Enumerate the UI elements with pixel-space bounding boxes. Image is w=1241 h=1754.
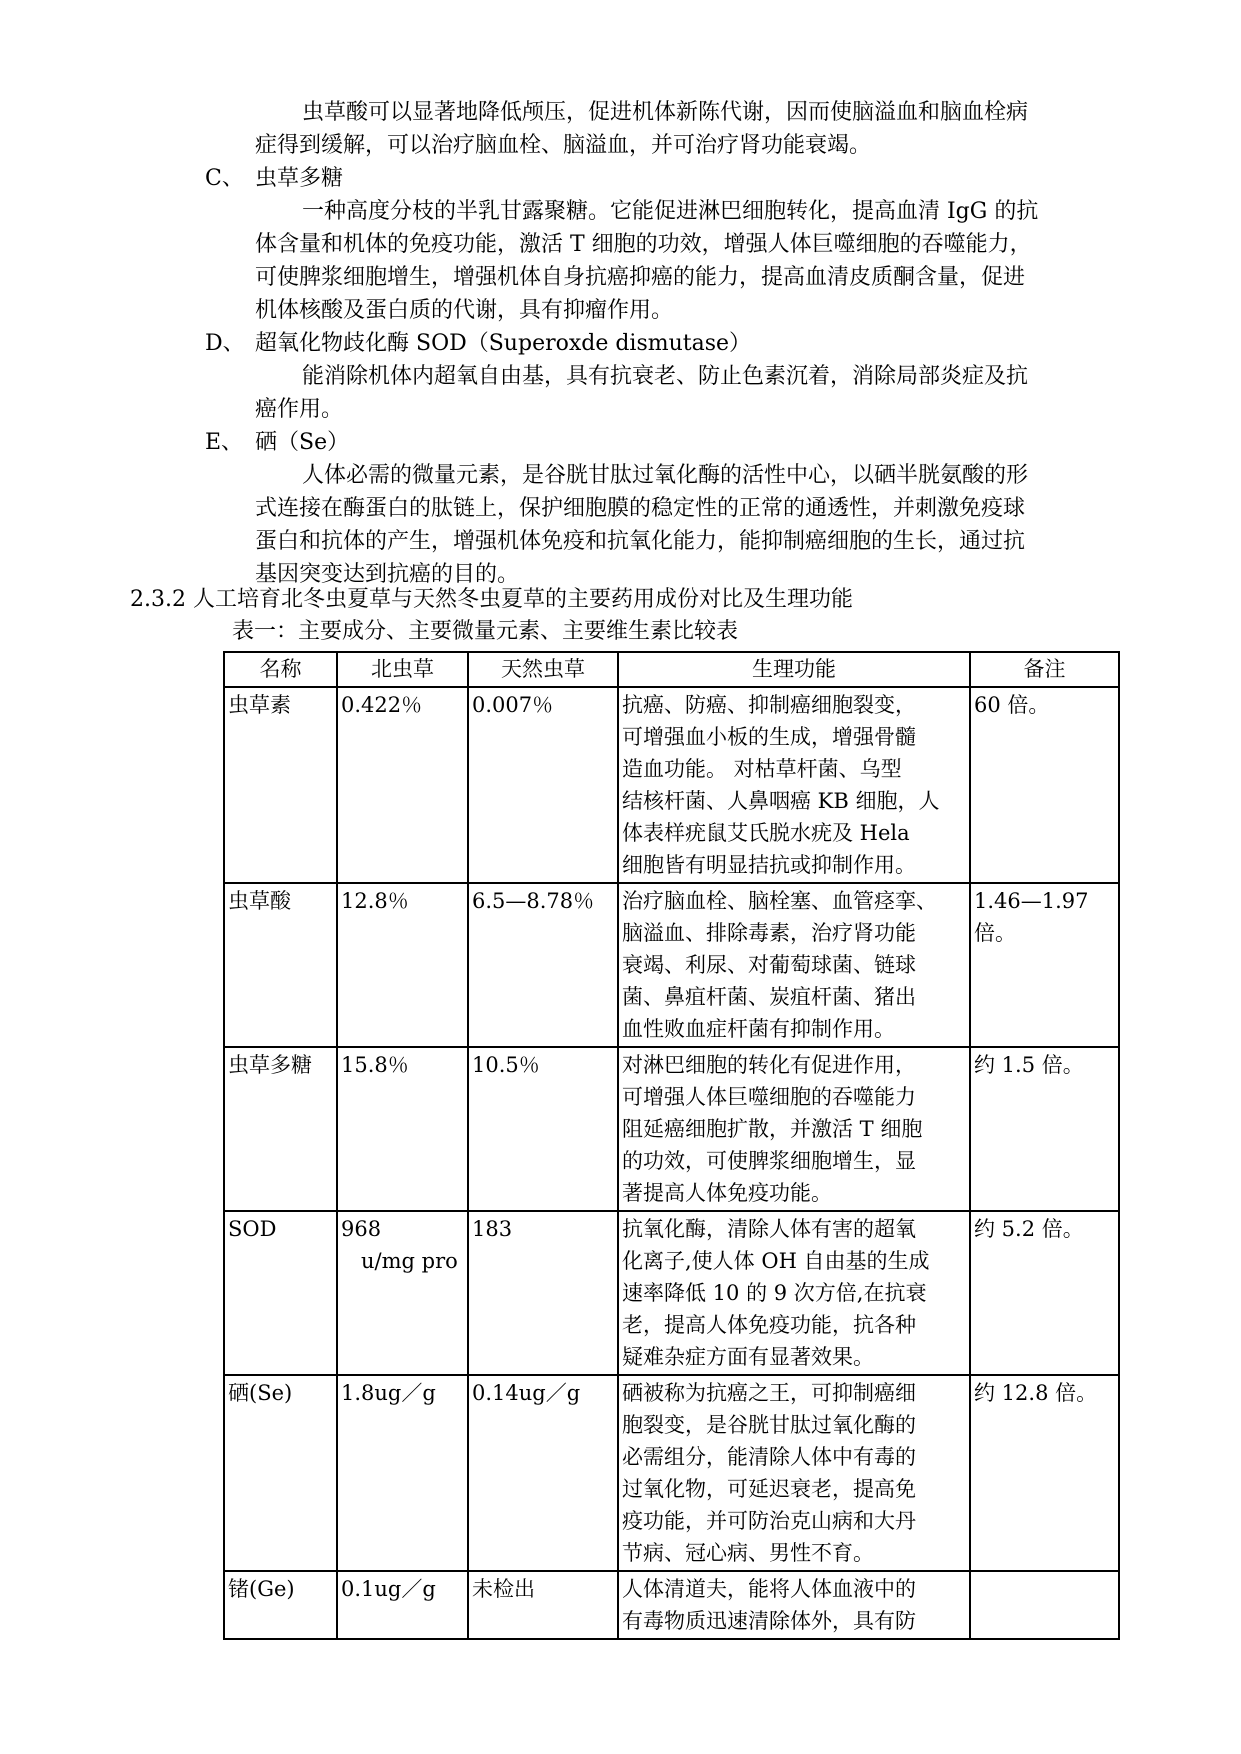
cell-bei: 12.8％	[337, 883, 468, 1047]
section-body-line: 可使脾浆细胞增生，增强机体自身抗癌抑癌的能力，提高血清皮质酮含量，促进	[255, 265, 1026, 290]
section-heading: 2.3.2 人工培育北冬虫夏草与天然冬虫夏草的主要药用成份对比及生理功能	[130, 587, 853, 612]
section-prefix: C、	[205, 166, 244, 191]
cell-name: 虫草素	[224, 687, 337, 883]
section-body-line: 一种高度分枝的半乳甘露聚糖。它能促进淋巴细胞转化，提高血清 IgG 的抗	[302, 199, 1039, 224]
cell-name: 锗(Ge)	[224, 1571, 337, 1639]
cell-name: 硒(Se)	[224, 1375, 337, 1571]
section-body-line: 人体必需的微量元素，是谷胱甘肽过氧化酶的活性中心，以硒半胱氨酸的形	[302, 463, 1029, 488]
header-note: 备注	[970, 652, 1119, 687]
func-line: 化离子,使人体 OH 自由基的生成	[622, 1249, 930, 1273]
func-line: 抗氧化酶，清除人体有害的超氧	[622, 1217, 916, 1241]
bei-value: 968	[341, 1217, 382, 1241]
section-body-line: 机体核酸及蛋白质的代谢，具有抑瘤作用。	[255, 298, 674, 323]
table-row	[224, 687, 1119, 883]
header-bei: 北虫草	[337, 652, 468, 687]
comparison-table	[223, 651, 1120, 1640]
func-line: 著提高人体免疫功能。	[622, 1181, 832, 1205]
section-body-line: 蛋白和抗体的产生，增强机体免疫和抗氧化能力，能抑制癌细胞的生长，通过抗	[255, 529, 1026, 554]
cell-note: 约 5.2 倍。	[970, 1211, 1119, 1375]
cell-note: 60 倍。	[970, 687, 1119, 883]
func-line: 对淋巴细胞的转化有促进作用，	[622, 1053, 916, 1077]
func-line: 人体清道夫，能将人体血液中的	[622, 1577, 916, 1601]
cell-tian: 0.007％	[468, 687, 618, 883]
cell-func	[618, 1211, 970, 1375]
section-prefix: D、	[205, 331, 245, 356]
table-caption: 表一：主要成分、主要微量元素、主要维生素比较表	[232, 619, 739, 644]
table-row	[224, 1375, 1119, 1571]
cell-bei: 15.8％	[337, 1047, 468, 1211]
section-title: 超氧化物歧化酶 SOD（Superoxde dismutase）	[255, 331, 752, 356]
func-line: 有毒物质迅速清除体外，具有防	[622, 1609, 916, 1633]
func-line: 结核杆菌、人鼻咽癌 KB 细胞，人	[622, 789, 940, 813]
cell-note	[970, 1571, 1119, 1639]
func-line: 菌、鼻疽杆菌、炭疽杆菌、猪出	[622, 985, 916, 1009]
cell-func	[618, 1047, 970, 1211]
func-line: 硒被称为抗癌之王，可抑制癌细	[622, 1381, 916, 1405]
header-func: 生理功能	[618, 652, 970, 687]
cell-tian: 6.5—8.78％	[468, 883, 618, 1047]
cell-tian: 183	[468, 1211, 618, 1375]
section-body-line: 式连接在酶蛋白的肽链上，保护细胞膜的稳定性的正常的通透性，并刺激免疫球	[255, 496, 1026, 521]
intro-line: 虫草酸可以显著地降低颅压，促进机体新陈代谢，因而使脑溢血和脑血栓病	[302, 100, 1029, 125]
table-row	[224, 1571, 1119, 1639]
cell-bei: 0.422％	[337, 687, 468, 883]
section-prefix: E、	[205, 430, 244, 455]
table-row	[224, 1211, 1119, 1375]
func-line: 衰竭、利尿、对葡萄球菌、链球	[622, 953, 916, 977]
table-row	[224, 1047, 1119, 1211]
func-line: 疫功能，并可防治克山病和大丹	[622, 1509, 916, 1533]
func-line: 血性败血症杆菌有抑制作用。	[622, 1017, 895, 1041]
func-line: 节病、冠心病、男性不育。	[622, 1541, 874, 1565]
section-body-line: 基因突变达到抗癌的目的。	[255, 562, 520, 587]
func-line: 治疗脑血栓、脑栓塞、血管痉挛、	[622, 889, 937, 913]
func-line: 必需组分，能清除人体中有毒的	[622, 1445, 916, 1469]
cell-bei: 0.1ug／g	[337, 1571, 468, 1639]
func-line: 脑溢血、排除毒素，治疗肾功能	[622, 921, 916, 945]
table-header-row	[224, 652, 1119, 687]
func-line: 过氧化物，可延迟衰老，提高免	[622, 1477, 916, 1501]
cell-note: 约 1.5 倍。	[970, 1047, 1119, 1211]
cell-note: 1.46—1.97 倍。	[970, 883, 1119, 1047]
cell-note: 约 12.8 倍。	[970, 1375, 1119, 1571]
func-line: 可增强人体巨噬细胞的吞噬能力	[622, 1085, 916, 1109]
cell-tian: 0.14ug／g	[468, 1375, 618, 1571]
section-title: 硒（Se）	[255, 430, 350, 455]
header-tian: 天然虫草	[468, 652, 618, 687]
func-line: 阻延癌细胞扩散，并激活 T 细胞	[622, 1117, 923, 1141]
cell-tian: 10.5％	[468, 1047, 618, 1211]
func-line: 疑难杂症方面有显著效果。	[622, 1345, 874, 1369]
cell-func	[618, 1375, 970, 1571]
func-line: 可增强血小板的生成，增强骨髓	[622, 725, 916, 749]
func-line: 抗癌、防癌、抑制癌细胞裂变，	[622, 693, 916, 717]
section-body-line: 体含量和机体的免疫功能，激活 T 细胞的功效，增强人体巨噬细胞的吞噬能力，	[255, 232, 1032, 257]
func-line: 胞裂变，是谷胱甘肽过氧化酶的	[622, 1413, 916, 1437]
func-line: 老，提高人体免疫功能，抗各种	[622, 1313, 916, 1337]
cell-bei	[337, 1211, 468, 1375]
section-body-line: 能消除机体内超氧自由基，具有抗衰老、防止色素沉着，消除局部炎症及抗	[302, 364, 1029, 389]
cell-name: SOD	[224, 1211, 337, 1375]
cell-bei: 1.8ug／g	[337, 1375, 468, 1571]
func-line: 速率降低 10 的 9 次方倍,在抗衰	[622, 1281, 927, 1305]
cell-name: 虫草多糖	[224, 1047, 337, 1211]
cell-func	[618, 883, 970, 1047]
header-name: 名称	[224, 652, 337, 687]
section-title: 虫草多糖	[255, 166, 344, 191]
cell-tian: 未检出	[468, 1571, 618, 1639]
section-body-line: 癌作用。	[255, 397, 344, 422]
func-line: 造血功能。 对枯草杆菌、乌型	[622, 757, 902, 781]
cell-name: 虫草酸	[224, 883, 337, 1047]
cell-func	[618, 1571, 970, 1639]
intro-line: 症得到缓解，可以治疗脑血栓、脑溢血，并可治疗肾功能衰竭。	[255, 133, 872, 158]
func-line: 细胞皆有明显拮抗或抑制作用。	[622, 853, 916, 877]
func-line: 的功效，可使脾浆细胞增生，显	[622, 1149, 916, 1173]
table-row	[224, 883, 1119, 1047]
cell-func	[618, 687, 970, 883]
bei-unit: u/mg pro	[361, 1249, 458, 1273]
func-line: 体表样疣鼠艾氏脱水疣及 Hela	[622, 821, 910, 845]
